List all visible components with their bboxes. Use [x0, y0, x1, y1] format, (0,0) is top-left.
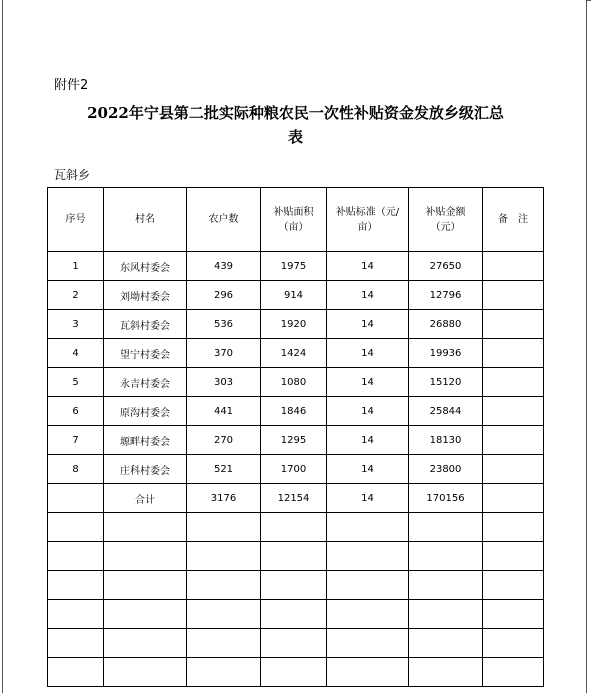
- title-line-1: 2022年宁县第二批实际种粮农民一次性补贴资金发放乡级汇总: [87, 104, 504, 122]
- cell-standard: 14: [327, 310, 409, 339]
- total-standard: 14: [327, 484, 409, 513]
- header-area-line1: 补贴面积: [273, 206, 314, 218]
- cell-households: 536: [187, 310, 261, 339]
- table-row: [48, 455, 544, 484]
- empty-cell: [409, 542, 483, 571]
- cell-village: 永吉村委会: [104, 368, 187, 397]
- table-row: [48, 397, 544, 426]
- empty-row: [48, 513, 544, 542]
- empty-cell: [409, 571, 483, 600]
- empty-cell: [327, 658, 409, 687]
- empty-cell: [187, 542, 261, 571]
- table-total-row: [48, 484, 544, 513]
- empty-cell: [327, 513, 409, 542]
- cell-village: 庄科村委会: [104, 455, 187, 484]
- cell-seq: 3: [48, 310, 104, 339]
- title-line-2: 表: [287, 128, 303, 146]
- cell-standard: 14: [327, 455, 409, 484]
- header-households: 农户数: [187, 188, 261, 252]
- cell-households: 521: [187, 455, 261, 484]
- cell-area: 1700: [261, 455, 327, 484]
- cell-standard: 14: [327, 397, 409, 426]
- table-header-row: [48, 188, 544, 252]
- table-row: [48, 310, 544, 339]
- cell-area: 1975: [261, 252, 327, 281]
- cell-remark: [483, 310, 544, 339]
- cell-seq: 4: [48, 339, 104, 368]
- cell-remark: [483, 368, 544, 397]
- page-border-left: [2, 0, 3, 693]
- cell-seq: 5: [48, 368, 104, 397]
- cell-amount: 26880: [409, 310, 483, 339]
- empty-cell: [104, 629, 187, 658]
- empty-cell: [104, 513, 187, 542]
- cell-standard: 14: [327, 426, 409, 455]
- cell-village: 刘坳村委会: [104, 281, 187, 310]
- table-row: [48, 339, 544, 368]
- cell-standard: 14: [327, 281, 409, 310]
- cell-seq: 2: [48, 281, 104, 310]
- empty-cell: [187, 658, 261, 687]
- empty-cell: [409, 600, 483, 629]
- empty-cell: [409, 513, 483, 542]
- header-standard-line1: 补贴标准（元/: [335, 206, 400, 218]
- empty-cell: [48, 542, 104, 571]
- empty-cell: [483, 600, 544, 629]
- cell-remark: [483, 339, 544, 368]
- empty-row: [48, 629, 544, 658]
- cell-area: 914: [261, 281, 327, 310]
- empty-cell: [104, 600, 187, 629]
- header-standard: [327, 188, 409, 252]
- attachment-label: 附件2: [54, 78, 89, 93]
- cell-area: 1846: [261, 397, 327, 426]
- header-seq: 序号: [48, 188, 104, 252]
- cell-area: 1295: [261, 426, 327, 455]
- table-row: [48, 252, 544, 281]
- cell-households: 439: [187, 252, 261, 281]
- cell-amount: 25844: [409, 397, 483, 426]
- cell-area: 1080: [261, 368, 327, 397]
- cell-amount: 27650: [409, 252, 483, 281]
- cell-remark: [483, 252, 544, 281]
- cell-amount: 19936: [409, 339, 483, 368]
- cell-village: 瓦斜村委会: [104, 310, 187, 339]
- header-amount-line2: （元）: [430, 221, 461, 233]
- page-border-right: [586, 0, 587, 693]
- header-remark: 备 注: [483, 188, 544, 252]
- cell-remark: [483, 455, 544, 484]
- cell-standard: 14: [327, 339, 409, 368]
- cell-remark: [483, 281, 544, 310]
- empty-cell: [104, 658, 187, 687]
- empty-cell: [187, 513, 261, 542]
- cell-households: 303: [187, 368, 261, 397]
- empty-cell: [261, 542, 327, 571]
- cell-households: 296: [187, 281, 261, 310]
- cell-village: 望宁村委会: [104, 339, 187, 368]
- total-remark: [483, 484, 544, 513]
- empty-cell: [261, 629, 327, 658]
- empty-cell: [327, 542, 409, 571]
- empty-cell: [327, 600, 409, 629]
- empty-cell: [327, 571, 409, 600]
- cell-standard: 14: [327, 368, 409, 397]
- empty-cell: [104, 542, 187, 571]
- total-label: 合计: [104, 484, 187, 513]
- empty-cell: [483, 571, 544, 600]
- header-area-line2: （亩）: [278, 221, 309, 233]
- empty-cell: [483, 542, 544, 571]
- header-amount: [409, 188, 483, 252]
- empty-cell: [261, 658, 327, 687]
- empty-cell: [327, 629, 409, 658]
- cell-remark: [483, 426, 544, 455]
- table-row: [48, 368, 544, 397]
- cell-area: 1920: [261, 310, 327, 339]
- cell-households: 370: [187, 339, 261, 368]
- header-standard-line2: 亩）: [357, 221, 378, 233]
- empty-row: [48, 571, 544, 600]
- cell-seq: 1: [48, 252, 104, 281]
- empty-cell: [187, 600, 261, 629]
- total-area: 12154: [261, 484, 327, 513]
- cell-seq: 7: [48, 426, 104, 455]
- cell-amount: 15120: [409, 368, 483, 397]
- cell-village: 原沟村委会: [104, 397, 187, 426]
- header-amount-line1: 补贴金额: [425, 206, 466, 218]
- empty-cell: [409, 658, 483, 687]
- cell-households: 270: [187, 426, 261, 455]
- empty-cell: [48, 513, 104, 542]
- cell-standard: 14: [327, 252, 409, 281]
- cell-seq: 6: [48, 397, 104, 426]
- township-label: 瓦斜乡: [54, 168, 91, 182]
- empty-row: [48, 600, 544, 629]
- empty-row: [48, 658, 544, 687]
- total-seq: [48, 484, 104, 513]
- header-area: [261, 188, 327, 252]
- document-title: [40, 101, 551, 149]
- cell-amount: 18130: [409, 426, 483, 455]
- cell-households: 441: [187, 397, 261, 426]
- empty-cell: [48, 629, 104, 658]
- empty-cell: [261, 571, 327, 600]
- cell-remark: [483, 397, 544, 426]
- empty-cell: [187, 571, 261, 600]
- empty-cell: [187, 629, 261, 658]
- empty-cell: [261, 513, 327, 542]
- subsidy-summary-table: [47, 187, 544, 687]
- cell-amount: 12796: [409, 281, 483, 310]
- empty-cell: [48, 658, 104, 687]
- page-corner-mark: [587, 0, 591, 1]
- total-amount: 170156: [409, 484, 483, 513]
- empty-cell: [483, 658, 544, 687]
- cell-village: 塬畔村委会: [104, 426, 187, 455]
- empty-cell: [48, 571, 104, 600]
- header-village: 村名: [104, 188, 187, 252]
- empty-cell: [409, 629, 483, 658]
- table-row: [48, 426, 544, 455]
- total-households: 3176: [187, 484, 261, 513]
- table-row: [48, 281, 544, 310]
- empty-cell: [483, 513, 544, 542]
- empty-row: [48, 542, 544, 571]
- empty-cell: [48, 600, 104, 629]
- empty-cell: [261, 600, 327, 629]
- empty-cell: [104, 571, 187, 600]
- cell-seq: 8: [48, 455, 104, 484]
- cell-village: 东风村委会: [104, 252, 187, 281]
- cell-area: 1424: [261, 339, 327, 368]
- empty-cell: [483, 629, 544, 658]
- cell-amount: 23800: [409, 455, 483, 484]
